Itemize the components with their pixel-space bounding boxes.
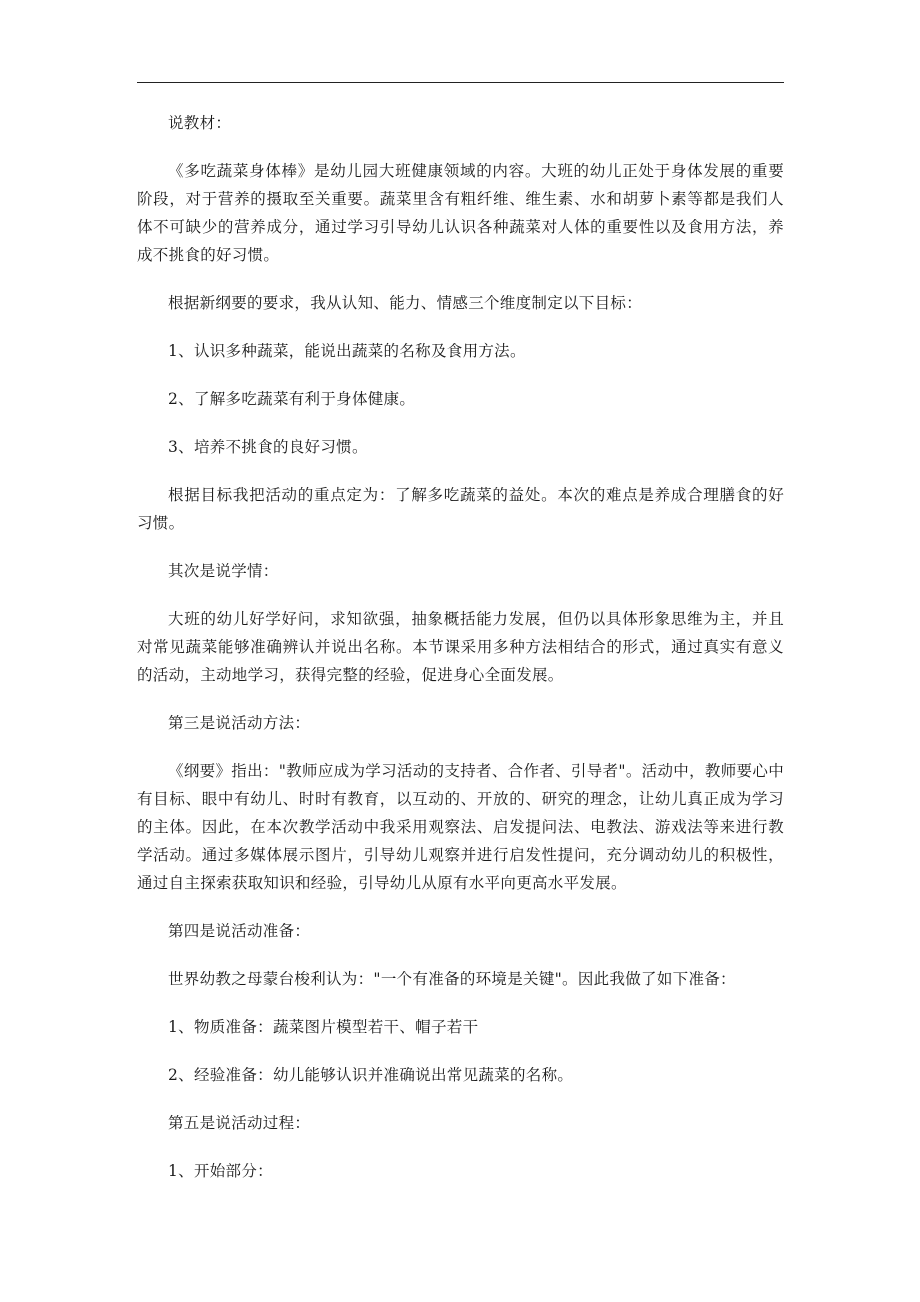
heading-learner-analysis: 其次是说学情：	[168, 562, 279, 580]
paragraph-learner-analysis: 大班的幼儿好学好问，求知欲强，抽象概括能力发展，但仍以具体形象思维为主，并且对常见蔬菜能够准确辨认并说出名称。本节课采用多种方法相结合的形式，通过真实有意义的活动，主动地学习，获得完整的经验，促进身心全面发展。	[137, 610, 784, 684]
process-item-1: 1、开始部分：	[168, 1162, 273, 1180]
heading-preparation: 第四是说活动准备：	[168, 922, 311, 940]
paragraph-material-intro: 《多吃蔬菜身体棒》是幼儿园大班健康领域的内容。大班的幼儿正处于身体发展的重要阶段，对于营养的摄取至关重要。蔬菜里含有粗纤维、维生素、水和胡萝卜素等都是我们人体不可缺少的营养成分，通过学习引导幼儿认识各种蔬菜对人体的重要性以及食用方法，养成不挑食的好习惯。	[137, 162, 784, 264]
goal-item-1: 1、认识多种蔬菜，能说出蔬菜的名称及食用方法。	[168, 342, 526, 360]
heading-methods: 第三是说活动方法：	[168, 714, 311, 732]
paragraph-goals-intro: 根据新纲要的要求，我从认知、能力、情感三个维度制定以下目标：	[168, 294, 643, 312]
paragraph-preparation-intro: 世界幼教之母蒙台梭利认为："一个有准备的环境是关键"。因此我做了如下准备：	[168, 970, 736, 988]
heading-process: 第五是说活动过程：	[168, 1114, 311, 1132]
heading-teaching-material: 说教材：	[168, 114, 232, 132]
paragraph-methods: 《纲要》指出："教师应成为学习活动的支持者、合作者、引导者"。活动中，教师要心中有目标、眼中有幼儿、时时有教育，以互动的、开放的、研究的理念，让幼儿真正成为学习的主体。因此，在本次教学活动中我采用观察法、启发提问法、电教法、游戏法等来进行教学活动。通过多媒体展示图片，引导幼儿观察并进行启发性提问，充分调动幼儿的积极性，通过自主探索获取知识和经验，引导幼儿从原有水平向更高水平发展。	[137, 762, 784, 892]
preparation-item-1: 1、物质准备：蔬菜图片模型若干、帽子若干	[168, 1018, 479, 1036]
goal-item-3: 3、培养不挑食的良好习惯。	[168, 438, 368, 456]
preparation-item-2: 2、经验准备：幼儿能够认识并准确说出常见蔬菜的名称。	[168, 1066, 574, 1084]
document-body	[137, 109, 784, 1205]
goal-item-2: 2、了解多吃蔬菜有利于身体健康。	[168, 390, 416, 408]
header-rule	[137, 82, 784, 83]
paragraph-key-points: 根据目标我把活动的重点定为：了解多吃蔬菜的益处。本次的难点是养成合理膳食的好习惯。	[137, 486, 784, 532]
